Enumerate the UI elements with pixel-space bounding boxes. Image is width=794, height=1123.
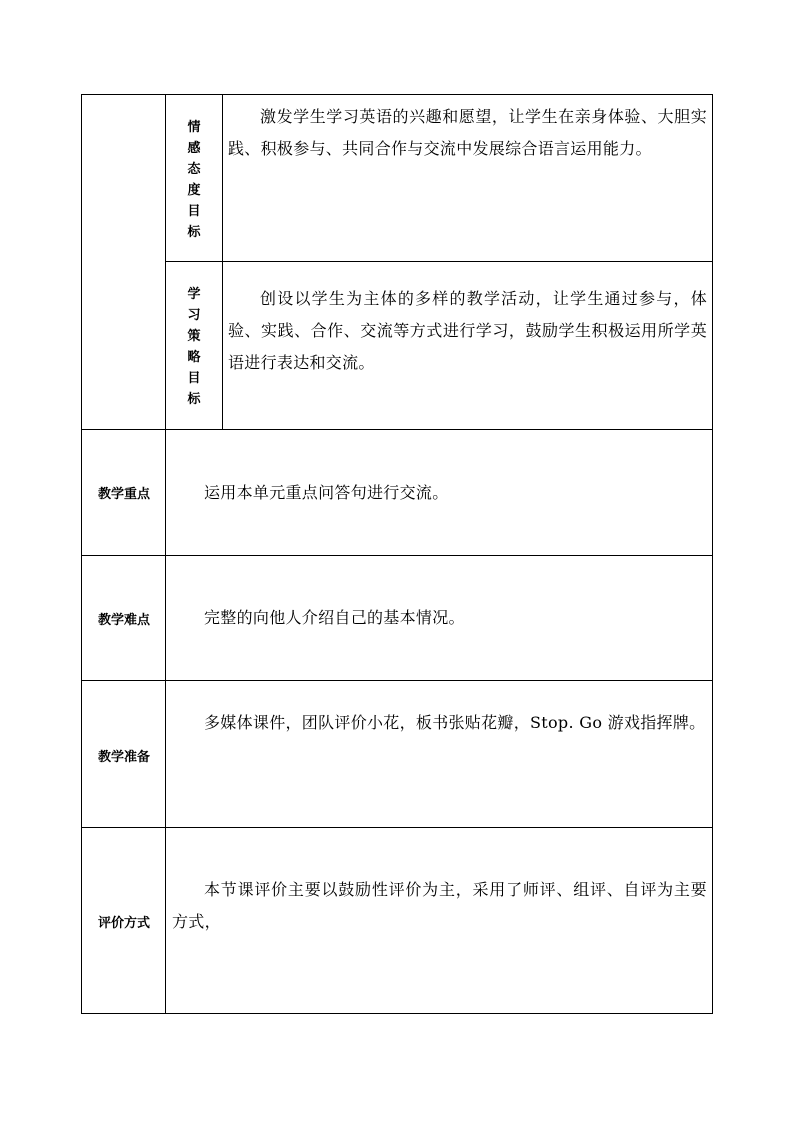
emotion-goal-text: 激发学生学习英语的兴趣和愿望，让学生在亲身体验、大胆实践、积极参与、共同合作与交流中发展综合语言运用能力。 xyxy=(228,107,707,158)
row-label-difficulties: 教学难点 xyxy=(97,613,150,628)
label-char: 学 xyxy=(187,287,201,302)
label-char: 态 xyxy=(187,162,201,177)
label-char: 情 xyxy=(187,120,201,135)
row-label-key-points: 教学重点 xyxy=(97,487,150,502)
label-char: 目 xyxy=(187,204,201,219)
label-char: 略 xyxy=(187,350,201,365)
label-char: 目 xyxy=(187,371,201,386)
row-label-preparation: 教学准备 xyxy=(97,750,150,765)
row-divider xyxy=(81,429,713,430)
preparation-text: 多媒体课件，团队评价小花，板书张贴花瓣，Stop. Go 游戏指挥牌。 xyxy=(204,713,706,732)
strategy-goal-text: 创设以学生为主体的多样的教学活动，让学生通过参与，体验、实践、合作、交流等方式进行学习，鼓励学生积极运用所学英语进行表达和交流。 xyxy=(228,289,707,372)
row-divider xyxy=(166,261,713,262)
row-divider xyxy=(81,827,713,828)
label-char: 标 xyxy=(187,392,201,407)
row-label-strategy-goal xyxy=(166,284,222,410)
difficulties-text: 完整的向他人介绍自己的基本情况。 xyxy=(204,608,465,627)
label-char: 策 xyxy=(187,329,201,344)
row-label-evaluation: 评价方式 xyxy=(97,916,150,931)
row-divider xyxy=(81,555,713,556)
label-char: 标 xyxy=(187,225,201,240)
row-label-emotion-goal xyxy=(166,117,222,243)
key-points-text: 运用本单元重点问答句进行交流。 xyxy=(204,483,449,502)
label-char: 感 xyxy=(187,141,201,156)
evaluation-text: 本节课评价主要以鼓励性评价为主，采用了师评、组评、自评为主要方式， xyxy=(172,880,707,931)
row-divider xyxy=(81,680,713,681)
label-char: 习 xyxy=(187,308,201,323)
label-char: 度 xyxy=(187,183,201,198)
column-divider xyxy=(222,94,223,429)
